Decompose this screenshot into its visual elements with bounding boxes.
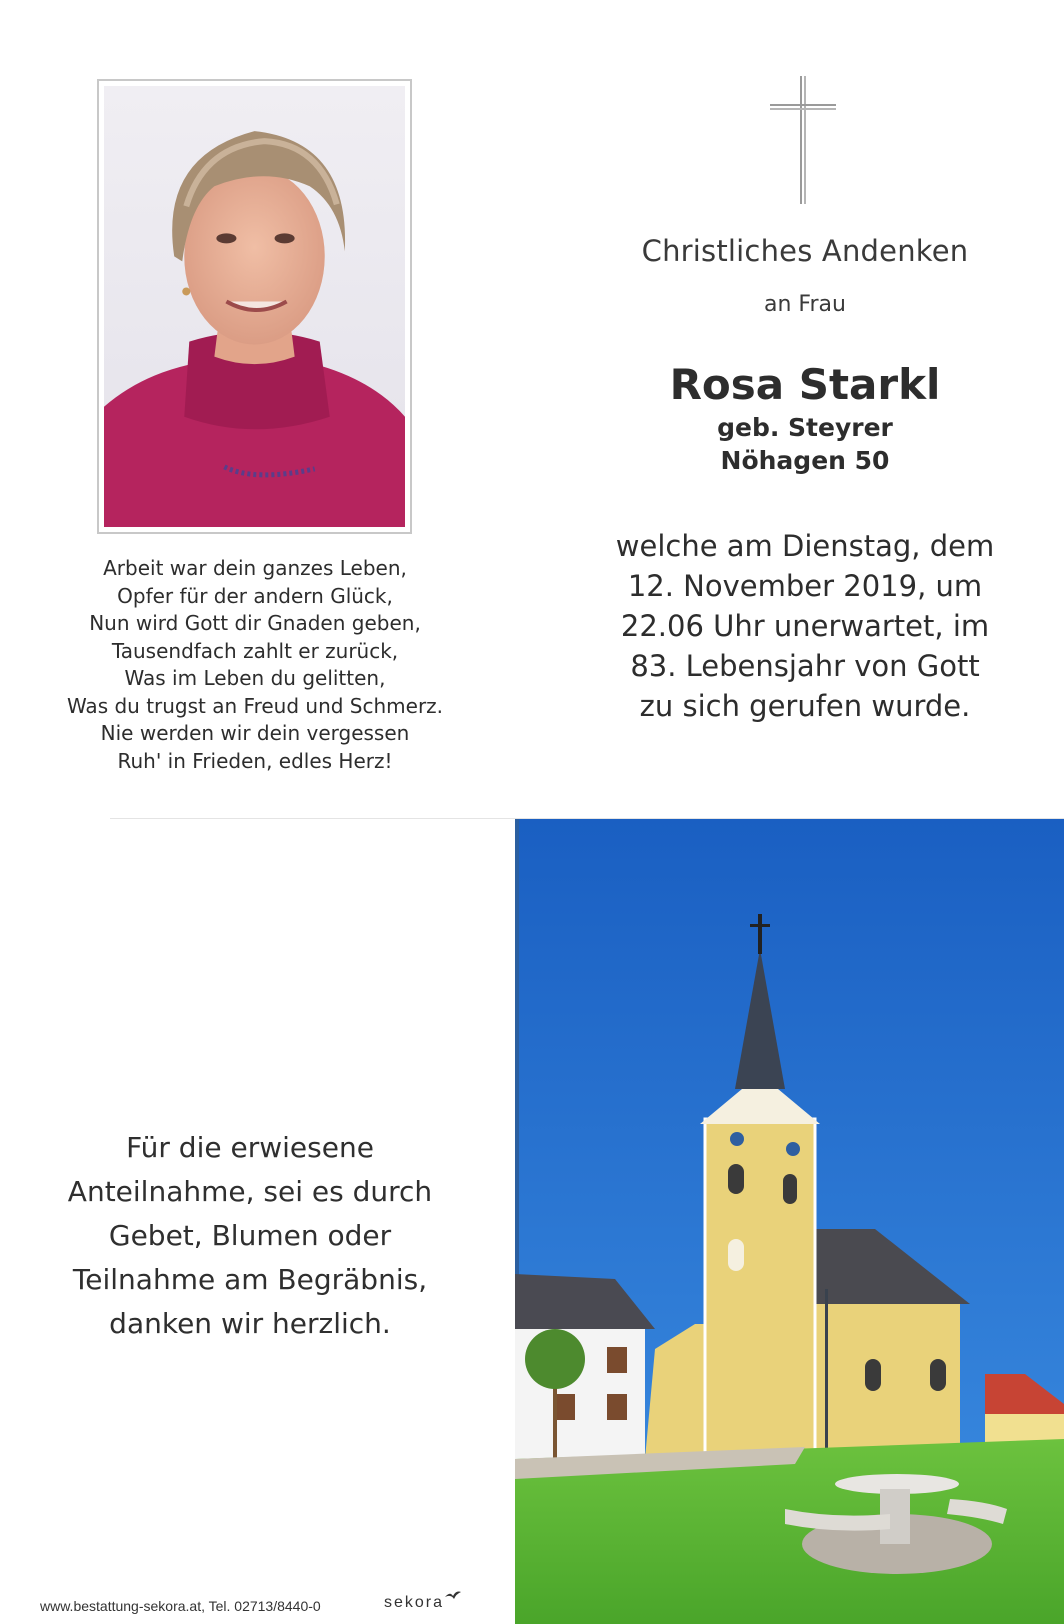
thanks-line: Für die erwiesene — [126, 1131, 374, 1164]
deceased-name: Rosa Starkl — [669, 360, 941, 409]
death-announcement — [600, 526, 1010, 726]
funeral-home-contact: www.bestattung-sekora.at, Tel. 02713/8440-0 — [40, 1598, 321, 1614]
church-photo — [515, 819, 1064, 1624]
thanks-line: Gebet, Blumen oder — [108, 1219, 392, 1252]
poem-line: Ruh' in Frieden, edles Herz! — [117, 748, 393, 773]
thanks-line: Anteilnahme, sei es durch — [67, 1175, 433, 1208]
announcement-line: zu sich gerufen wurde. — [639, 689, 971, 723]
poem — [40, 555, 470, 775]
poem-line: Nie werden wir dein vergessen — [100, 721, 410, 745]
poem-line: Was im Leben du gelitten, — [124, 666, 386, 690]
poem-line: Was du trugst an Freud und Schmerz. — [66, 693, 444, 718]
portrait-photo — [97, 79, 412, 534]
announcement-line: 12. November 2019, um — [627, 569, 983, 603]
thanks-message — [40, 1126, 460, 1346]
announcement-line: welche am Dienstag, dem — [615, 529, 995, 563]
poem-line: Tausendfach zahlt er zurück, — [111, 638, 399, 663]
thanks-line: danken wir herzlich. — [109, 1307, 391, 1340]
funeral-home-logo: sekora — [384, 1594, 445, 1611]
poem-line: Nun wird Gott dir Gnaden geben, — [89, 611, 421, 635]
announcement-line: 83. Lebensjahr von Gott — [630, 649, 980, 683]
maiden-name: geb. Steyrer — [717, 413, 893, 442]
thanks-line: Teilnahme am Begräbnis, — [72, 1263, 428, 1296]
deceased-address: Nöhagen 50 — [720, 446, 890, 475]
bird-icon — [444, 1589, 462, 1601]
cross-icon — [770, 76, 836, 206]
card-heading: Christliches Andenken — [641, 234, 969, 268]
poem-line: Arbeit war dein ganzes Leben, — [103, 556, 407, 580]
salutation: an Frau — [764, 292, 846, 317]
poem-line: Opfer für der andern Glück, — [117, 583, 393, 608]
announcement-line: 22.06 Uhr unerwartet, im — [620, 609, 990, 643]
portrait-image — [104, 86, 405, 527]
